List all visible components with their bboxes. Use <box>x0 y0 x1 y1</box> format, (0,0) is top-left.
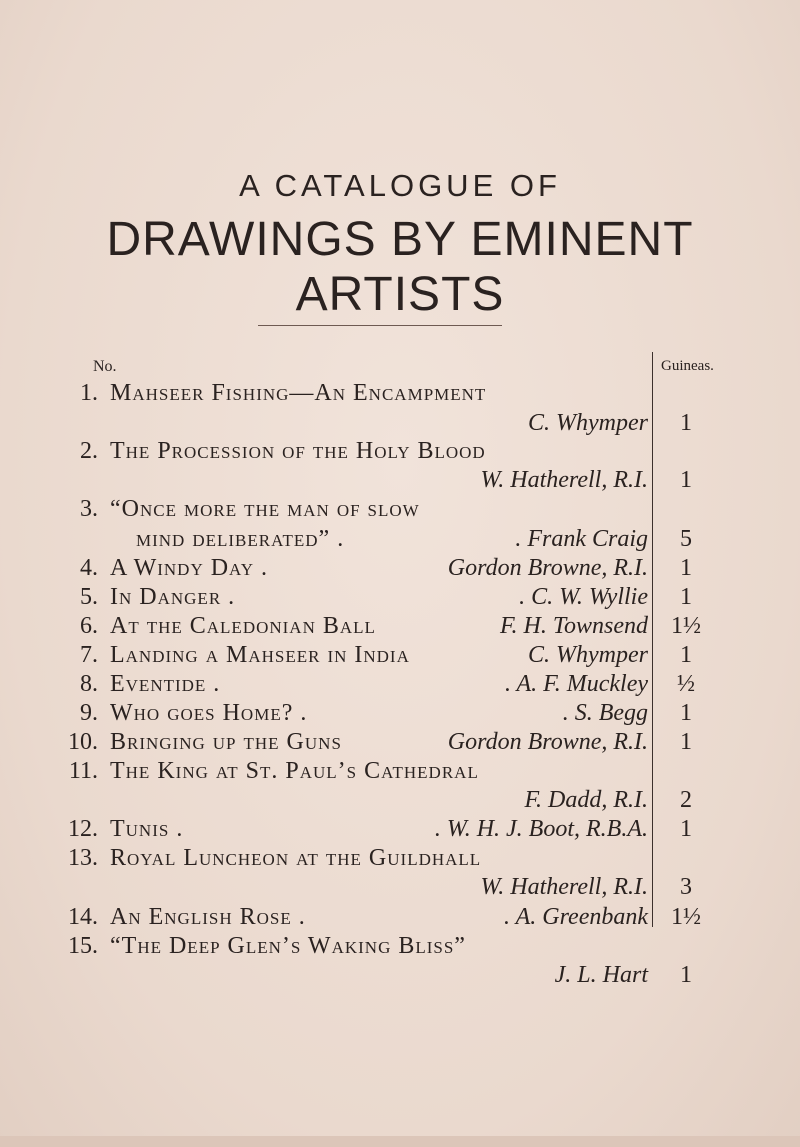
entry-price: 1 <box>680 467 692 493</box>
entry-artist: C. Whymper <box>528 642 648 668</box>
entry-title-continued: mind deliberated” . <box>136 526 345 552</box>
entry-title: The King at St. Paul’s Cathedral <box>110 758 479 784</box>
entry-artist: . A. Greenbank <box>504 904 648 930</box>
entry-number: 10. <box>68 729 98 755</box>
catalogue-title: DRAWINGS BY EMINENT ARTISTS <box>106 213 694 321</box>
entry-artist: Gordon Browne, R.I. <box>447 729 648 755</box>
page-bottom-edge <box>0 1136 800 1147</box>
entry-price: 1 <box>680 584 692 610</box>
entry-artist: W. Hatherell, R.I. <box>480 874 648 900</box>
entry-artist: J. L. Hart <box>554 962 648 988</box>
entry-title: Tunis . <box>110 816 184 842</box>
entry-title: Who goes Home? . <box>110 700 308 726</box>
entry-number: 6. <box>80 613 98 639</box>
title-rule <box>258 325 502 326</box>
entry-price: 1 <box>680 700 692 726</box>
entry-number: 2. <box>80 438 98 464</box>
entry-number: 5. <box>80 584 98 610</box>
entry-title: At the Caledonian Ball <box>110 613 376 639</box>
entry-artist: W. Hatherell, R.I. <box>480 467 648 493</box>
entry-artist: . A. F. Muckley <box>504 671 648 697</box>
catalogue-subtitle: A CATALOGUE OF <box>239 168 561 203</box>
entry-title: Mahseer Fishing—An Encampment <box>110 380 487 406</box>
entry-title: Eventide . <box>110 671 221 697</box>
entry-number: 1. <box>80 380 98 406</box>
entry-price: 1 <box>680 642 692 668</box>
entry-artist: . S. Begg <box>562 700 648 726</box>
entry-title: Royal Luncheon at the Guildhall <box>110 845 482 871</box>
entry-price: 2 <box>680 787 692 813</box>
entry-artist: . C. W. Wyllie <box>519 584 648 610</box>
entry-artist: Gordon Browne, R.I. <box>447 555 648 581</box>
entry-number: 13. <box>68 845 98 871</box>
entry-price: 1½ <box>671 613 701 639</box>
entry-title: Landing a Mahseer in India <box>110 642 410 668</box>
price-column-divider <box>652 352 653 927</box>
entry-price: 1 <box>680 729 692 755</box>
entry-number: 7. <box>80 642 98 668</box>
entry-price: 1½ <box>671 904 701 930</box>
entry-number: 3. <box>80 496 98 522</box>
entry-title: A Windy Day . <box>110 555 269 581</box>
entry-price: 3 <box>680 874 692 900</box>
entry-price: 1 <box>680 962 692 988</box>
entry-title: “The Deep Glen’s Waking Bliss” <box>110 933 466 959</box>
entry-artist: F. Dadd, R.I. <box>524 787 648 813</box>
entry-price: 5 <box>680 526 692 552</box>
entry-artist: F. H. Townsend <box>499 613 648 639</box>
entry-number: 4. <box>80 555 98 581</box>
entry-artist: . W. H. J. Boot, R.B.A. <box>434 816 648 842</box>
entry-number: 12. <box>68 816 98 842</box>
entry-number: 15. <box>68 933 98 959</box>
entry-title: The Procession of the Holy Blood <box>110 438 486 464</box>
entry-price: ½ <box>677 671 695 697</box>
entry-number: 14. <box>68 904 98 930</box>
entry-title: An English Rose . <box>110 904 306 930</box>
entry-price: 1 <box>680 555 692 581</box>
entry-number: 8. <box>80 671 98 697</box>
entry-title: “Once more the man of slow <box>110 496 420 522</box>
number-column-header: No. <box>93 358 117 375</box>
guineas-column-header: Guineas. <box>661 358 714 374</box>
entry-price: 1 <box>680 816 692 842</box>
entry-artist: . Frank Craig <box>515 526 648 552</box>
entry-number: 11. <box>68 758 98 784</box>
entry-artist: C. Whymper <box>528 410 648 436</box>
entry-number: 9. <box>80 700 98 726</box>
entry-title: Bringing up the Guns <box>110 729 342 755</box>
entry-price: 1 <box>680 410 692 436</box>
entry-title: In Danger . <box>110 584 236 610</box>
